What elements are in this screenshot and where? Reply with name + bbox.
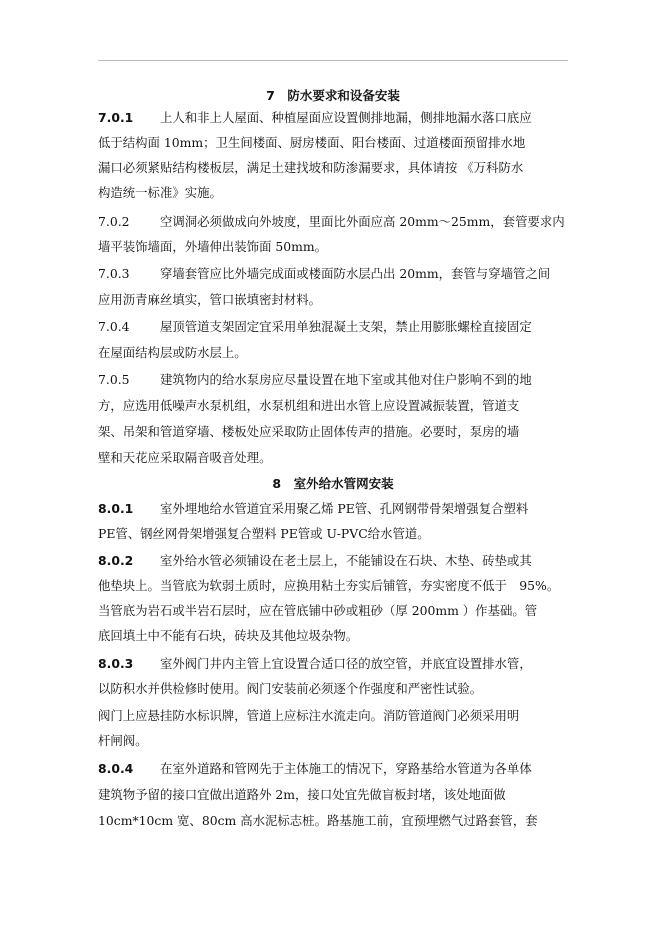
clause-line: 他垫块上。当管底为软弱土质时，应换用粘土夯实后铺管，夯实密度不低于 95%。 [98,578,560,593]
clause-number: 7.0.1 [98,110,134,125]
clause-text: 室外给水管必须铺设在老土层上，不能铺设在石块、木垫、砖垫或其 [160,553,532,568]
clause-7-0-1-line-1 [98,110,532,126]
clause-line: 阀门上应悬挂防水标识牌，管道上应标注水流走向。消防管道阀门必须采用明 [98,708,520,723]
clause-7-0-5-line-1 [98,372,532,388]
clause-line: PE管、钢丝网骨架增强复合塑料 PE管或 U-PVC给水管道。 [98,526,430,541]
clause-line: 底回填土中不能有石块，砖块及其他垃圾杂物。 [98,628,359,643]
clause-line: 10cm*10cm 宽、80cm 高水泥标志桩。路基施工前，宜预埋燃气过路套管，套 [98,813,538,828]
clause-8-0-3-line-1 [98,656,532,672]
clause-text: 上人和非上人屋面、种植屋面应设置侧排地漏，侧排地漏水落口底应 [160,110,532,125]
clause-line: 墙平装饰墙面，外墙伸出装饰面 50mm。 [98,239,328,254]
clause-line: 壁和天花应采取隔音吸音处理。 [98,450,272,465]
clause-8-0-2-line-1 [98,553,532,569]
clause-number: 8.0.2 [98,553,134,568]
clause-number: 7.0.5 [98,372,130,387]
clause-text: 在室外道路和管网先于主体施工的情况下，穿路基给水管道为各单体 [160,761,532,776]
clause-text: 室外埋地给水管道宜采用聚乙烯 PE管、孔网钢带骨架增强复合塑料 [160,501,529,516]
clause-text: 穿墙套管应比外墙完成面或楼面防水层凸出 20mm，套管与穿墙管之间 [160,266,551,281]
clause-number: 7.0.3 [98,266,130,281]
section-7-heading: 7 防水要求和设备安装 [266,88,400,103]
clause-text: 建筑物内的给水泵房应尽量设置在地下室或其他对住户影响不到的地 [160,372,532,387]
clause-text: 空调洞必须做成向外坡度，里面比外面应高 20mm～25mm，套管要求内 [160,214,565,229]
clause-text: 室外阀门井内主管上宜设置合适口径的放空管，并底宜设置排水管， [160,656,532,671]
clause-line: 低于结构面 10mm；卫生间楼面、厨房楼面、阳台楼面、过道楼面预留排水地 [98,135,526,150]
clause-7-0-4-line-1 [98,319,532,335]
clause-line: 以防积水并供检修时使用。阀门安装前必须逐个作强度和严密性试验。 [98,681,483,696]
clause-line: 方，应选用低噪声水泵机组，水泵机组和进出水管上应设置减振装置，管道支 [98,398,520,413]
clause-number: 8.0.3 [98,656,134,671]
clause-line: 建筑物予留的接口宜做出道路外 2m，接口处宜先做盲板封堵，该处地面做 [98,787,506,802]
clause-number: 7.0.2 [98,214,130,229]
clause-line: 应用沥青麻丝填实，管口嵌填密封材料。 [98,292,322,307]
clause-line: 架、吊架和管道穿墙、楼板处应采取防止固体传声的措施。必要时，泵房的墙 [98,424,520,439]
clause-line: 在屋面结构层或防水层上。 [98,345,247,360]
clause-text: 屋顶管道支架固定宜采用单独混凝土支架，禁止用膨胀螺栓直接固定 [160,319,532,334]
clause-number: 8.0.4 [98,761,134,776]
clause-7-0-3-line-1 [98,266,550,282]
clause-number: 8.0.1 [98,501,134,516]
clause-line: 杆闸阀。 [98,733,148,748]
clause-line: 当管底为岩石或半岩石层时，应在管底铺中砂或粗砂（厚 200mm ）作基础。管 [98,603,538,618]
clause-number: 7.0.4 [98,319,130,334]
section-8-heading: 8 室外给水管网安装 [272,476,394,491]
clause-8-0-4-line-1 [98,761,532,777]
clause-8-0-1-line-1 [98,501,528,517]
header-rule [98,60,568,61]
clause-line: 漏口必须紧贴结构楼板层，满足土建找坡和防渗漏要求，具体请按 《万科防水 [98,160,524,175]
clause-7-0-2-line-1 [98,214,565,230]
clause-line: 构造统一标准》实施。 [98,185,222,200]
